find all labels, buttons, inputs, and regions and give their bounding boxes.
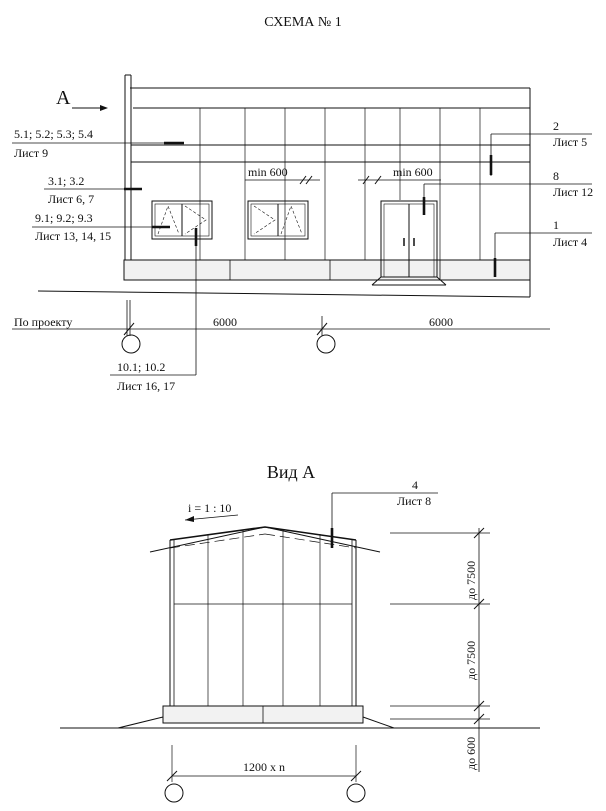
callout-1-top: 1 (553, 218, 559, 232)
section-view-a (60, 462, 540, 802)
callout-9 (32, 211, 170, 243)
front-elevation (12, 75, 593, 393)
callout-8 (424, 169, 593, 215)
min-label-1: min 600 (248, 165, 288, 179)
section-axis-marker-2 (347, 784, 365, 802)
callout-2-bottom: Лист 5 (553, 135, 588, 149)
min-dimension-1 (245, 165, 320, 184)
section-plinth (163, 706, 363, 723)
callout-8-top: 8 (553, 169, 559, 183)
height-dimensions (390, 528, 490, 772)
view-arrow-label: А (56, 87, 71, 109)
callout-5 (12, 127, 184, 160)
callout-9-bottom: Лист 13, 14, 15 (35, 229, 112, 243)
drawing-title: СХЕМА № 1 (264, 15, 342, 30)
section-walls (170, 530, 356, 706)
callout-8-bottom: Лист 12 (553, 185, 594, 199)
callout-4-top: 4 (412, 478, 418, 492)
plinth (124, 260, 530, 280)
section-axis-marker-1 (165, 784, 183, 802)
axis-marker-1 (122, 335, 140, 353)
callout-3-top: 3.1; 3.2 (48, 174, 85, 188)
span-label-1: 6000 (213, 315, 237, 329)
callout-1-bottom: Лист 4 (553, 235, 588, 249)
callout-5-bottom: Лист 9 (14, 146, 49, 160)
callout-10-bottom: Лист 16, 17 (117, 379, 176, 393)
width-dimension (165, 745, 365, 802)
window-2 (248, 201, 308, 239)
callout-2 (491, 119, 592, 176)
callout-10 (110, 228, 196, 393)
view-arrow-a (56, 87, 108, 111)
callout-10-top: 10.1; 10.2 (117, 360, 166, 374)
section-title: Вид А (266, 462, 316, 482)
ground-line (38, 291, 530, 297)
width-label: 1200 x n (243, 760, 285, 774)
window-1 (152, 201, 212, 239)
height-label-1: до 7500 (464, 560, 478, 600)
callout-2-top: 2 (553, 119, 559, 133)
height-label-3: до 600 (464, 736, 478, 770)
min-dimension-2 (358, 165, 441, 184)
axis-dimension (12, 300, 550, 353)
callout-5-top: 5.1; 5.2; 5.3; 5.4 (14, 127, 94, 141)
callout-3-bottom: Лист 6, 7 (48, 192, 95, 206)
callout-4-bottom: Лист 8 (397, 494, 432, 508)
roof (150, 527, 380, 552)
span-label-2: 6000 (429, 315, 453, 329)
callout-4 (332, 478, 438, 548)
slope-indicator (185, 501, 238, 522)
slope-label: i = 1 : 10 (188, 501, 232, 515)
callout-3 (44, 174, 142, 206)
min-label-2: min 600 (393, 165, 433, 179)
axis-marker-2 (317, 335, 335, 353)
callout-9-top: 9.1; 9.2; 9.3 (35, 211, 93, 225)
axis-label: По проекту (14, 315, 73, 329)
height-label-2: до 7500 (464, 640, 478, 680)
